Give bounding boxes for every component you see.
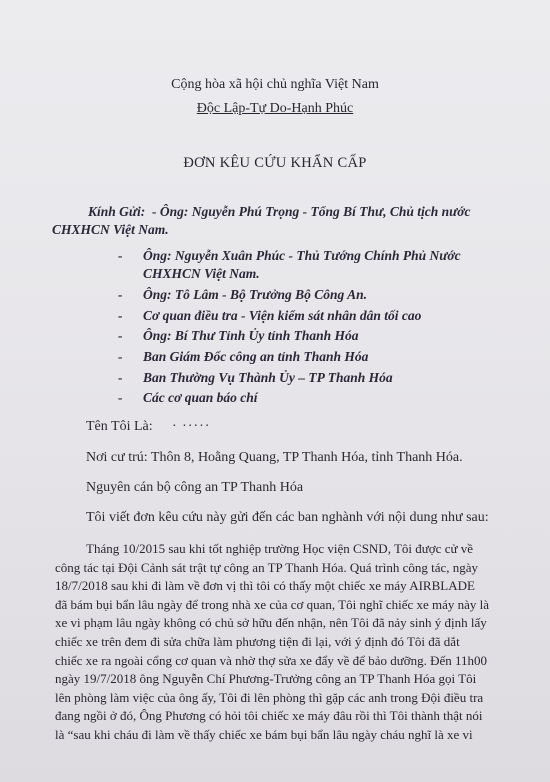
recipient-item: Ông: Bí Thư Tỉnh Ủy tỉnh Thanh Hóa — [143, 328, 359, 343]
body-line: chiếc xe ra ngoài cổng cơ quan và nhờ thợ sửa xe đẩy về để bảo dưỡng. Đến 11h00 — [55, 652, 488, 668]
body-line: lên phòng làm việc của ông ấy, Tôi đi lên phòng thì gặp các anh trong Đội điều tra — [55, 689, 484, 705]
body-line: Tháng 10/2015 sau khi tốt nghiệp trường Học viện CSND, Tôi được cử về — [86, 541, 474, 556]
residence-line: Nơi cư trú: Thôn 8, Hoằng Quang, TP Thanh Hóa, tỉnh Thanh Hóa. — [86, 450, 463, 465]
body-line: công tác tại Đội Cảnh sát trật tự công an TP Thanh Hóa. Quá trình công tác, ngày — [55, 559, 479, 575]
recipient-item: Ban Thường Vụ Thành Ủy – TP Thanh Hóa — [143, 370, 393, 385]
recipient-item: Ông: Nguyễn Xuân Phúc - Thủ Tướng Chính Phủ Nước — [143, 248, 461, 263]
recipient-item: Các cơ quan báo chí — [143, 390, 258, 405]
national-title: Cộng hòa xã hội chủ nghĩa Việt Nam — [171, 77, 379, 92]
recipient-dash: - — [118, 308, 123, 323]
recipient-item: Cơ quan điều tra - Viện kiểm sát nhân dân tối cao — [143, 308, 422, 323]
body-line: ngày 19/7/2018 ông Nguyễn Chí Phương-Trưởng công an TP Thanh Hóa gọi Tôi — [55, 671, 477, 687]
greeting-label: Kính Gửi: — [88, 204, 146, 219]
recipient-dash: - — [118, 287, 123, 302]
greeting-line-1: - Ông: Nguyễn Phú Trọng - Tổng Bí Thư, Chủ tịch nước — [152, 204, 471, 219]
intro-line: Tôi viết đơn kêu cứu này gửi đến các ban nghành với nội dung như sau: — [86, 510, 489, 525]
national-motto: Độc Lập-Tự Do-Hạnh Phúc — [196, 101, 354, 116]
recipient-item: CHXHCN Việt Nam. — [143, 266, 260, 281]
recipient-item: Ban Giám Đốc công an tỉnh Thanh Hóa — [143, 349, 369, 364]
name-value: · ····· — [172, 419, 211, 434]
body-line: chiếc xe trên đem đi sửa chữa làm phương tiện đi lại, với ý định đó Tôi đã dắt — [55, 633, 460, 649]
recipient-dash: - — [118, 248, 123, 263]
recipient-dash: - — [118, 370, 123, 385]
document-title: ĐƠN KÊU CỨU KHẨN CẤP — [183, 155, 367, 171]
body-line: xe vi phạm lâu ngày không có chủ sở hữu đến nhận, nên Tôi đã nảy sinh ý định lấy — [55, 615, 487, 631]
name-label: Tên Tôi Là: — [86, 419, 153, 434]
recipient-dash: - — [118, 349, 123, 364]
body-paragraph — [55, 540, 501, 745]
body-line: đã bám bụi bẩn lâu ngày để trong nhà xe của cơ quan, Tôi nghĩ chiếc xe máy này là — [55, 596, 490, 612]
recipient-item: Ông: Tô Lâm - Bộ Trưởng Bộ Công An. — [143, 287, 367, 302]
body-line: 18/7/2018 sau khi đi làm về đơn vị thì tôi có thấy một chiếc xe máy AIRBLADE — [55, 578, 475, 594]
greeting-line-2: CHXHCN Việt Nam. — [52, 222, 169, 237]
recipient-dash: - — [118, 328, 123, 343]
occupation-line: Nguyên cán bộ công an TP Thanh Hóa — [86, 480, 304, 495]
body-line: là “sau khi cháu đi làm về thấy chiếc xe bám bụi bẩn lâu ngày cháu nghĩ là xe vi — [55, 726, 473, 742]
recipient-dash: - — [118, 390, 123, 405]
body-line: đang ngồi ở đó, Ông Phương có hỏi tôi chiếc xe máy đâu rồi thì Tôi thành thật nói — [55, 708, 483, 724]
